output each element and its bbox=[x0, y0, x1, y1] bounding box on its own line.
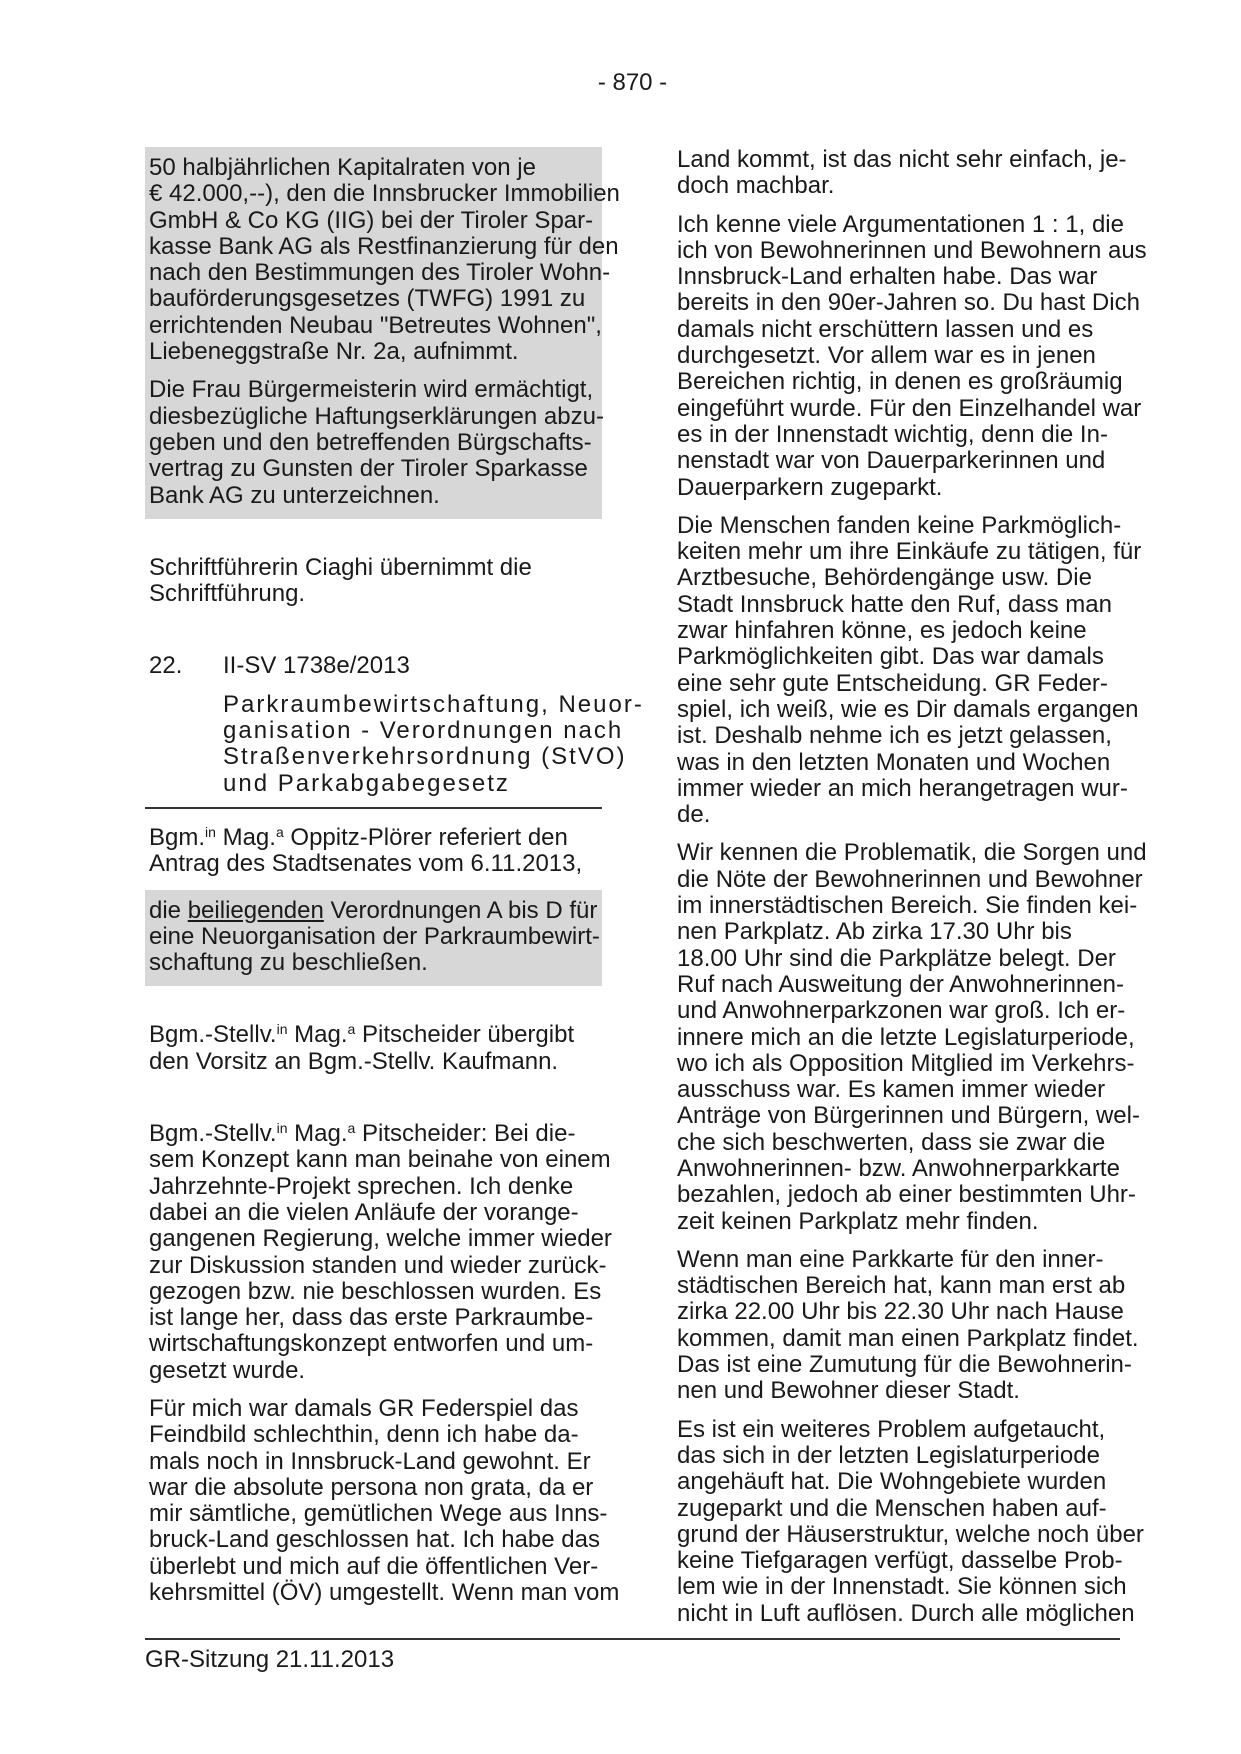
text-line bbox=[149, 898, 598, 924]
text-line: zugeparkt und die Menschen haben auf- bbox=[677, 1494, 1107, 1522]
text-line bbox=[149, 825, 602, 851]
text-line: damals nicht erschüttern lassen und es bbox=[677, 315, 1094, 343]
text-line: bereits in den 90er-Jahren so. Du hast Dich bbox=[677, 289, 1140, 317]
text-line: nen Parkplatz. Ab zirka 17.30 Uhr bis bbox=[677, 918, 1072, 946]
text-line: Anträge von Bürgerinnen und Bürgern, wel- bbox=[677, 1102, 1140, 1130]
text-line: immer wieder an mich herangetragen wur- bbox=[677, 774, 1128, 802]
text-line: eingeführt wurde. Für den Einzelhandel war bbox=[677, 394, 1142, 422]
text-line: war die absolute persona non grata, da er bbox=[149, 1473, 594, 1501]
paragraph bbox=[673, 1415, 1144, 1627]
agenda-item-reference: II-SV 1738e/2013 bbox=[223, 652, 410, 680]
text-line: innere mich an die letzte Legislaturperiode, bbox=[677, 1023, 1135, 1051]
text-line bbox=[149, 1121, 602, 1147]
text-line: geben und den betreffenden Bürgschafts- bbox=[149, 428, 592, 456]
text-line: zirka 22.00 Uhr bis 22.30 Uhr nach Hause bbox=[677, 1298, 1124, 1326]
agenda-item bbox=[145, 652, 644, 808]
text-line: das sich in der letzten Legislaturperiode bbox=[677, 1441, 1100, 1469]
paragraph bbox=[673, 839, 1147, 1235]
paragraph bbox=[145, 825, 602, 878]
text-line: sem Konzept kann man beinahe von einem bbox=[149, 1146, 611, 1174]
text-segment: Bgm.-Stellv. bbox=[149, 1120, 277, 1148]
text-segment: die bbox=[149, 896, 188, 924]
text-line: eine Neuorganisation der Parkraumbewirt- bbox=[149, 922, 600, 950]
text-line: bauförderungsgesetzes (TWFG) 1991 zu bbox=[149, 285, 586, 313]
text-line: Parkmöglichkeiten gibt. Das war damals bbox=[677, 643, 1104, 671]
superscript: a bbox=[275, 823, 284, 840]
text-line: Bereichen richtig, in denen es großräumig bbox=[677, 368, 1123, 396]
text-line: Anwohnerinnen- bzw. Anwohnerparkkarte bbox=[677, 1154, 1120, 1182]
text-line: und Anwohnerparkzonen war groß. Ich er- bbox=[677, 997, 1126, 1025]
text-line: eine sehr gute Entscheidung. GR Feder- bbox=[677, 669, 1108, 697]
text-line: lem wie in der Innenstadt. Sie können sich bbox=[677, 1573, 1127, 1601]
text-segment: Bgm.-Stellv. bbox=[149, 1021, 277, 1049]
text-line: und Parkabgabegesetz bbox=[223, 769, 510, 797]
text-segment: Verordnungen A bis D für bbox=[323, 896, 598, 924]
text-line: zeit keinen Parkplatz mehr finden. bbox=[677, 1207, 1039, 1235]
text-line: Straßenverkehrsordnung (StVO) bbox=[223, 743, 627, 771]
text-line: gangenen Regierung, welche immer wieder bbox=[149, 1225, 612, 1253]
text-segment: Mag. bbox=[287, 1120, 348, 1148]
text-line: Die Frau Bürgermeisterin wird ermächtigt, bbox=[149, 376, 594, 404]
text-line: bezahlen, jedoch ab einer bestimmten Uhr- bbox=[677, 1181, 1136, 1209]
text-line: Land kommt, ist das nicht sehr einfach, je- bbox=[677, 146, 1127, 173]
paragraph bbox=[145, 1394, 620, 1607]
text-line: Stadt Innsbruck hatte den Ruf, dass man bbox=[677, 590, 1112, 618]
text-line: mir sämtliche, gemütlichen Wege aus Inns- bbox=[149, 1500, 608, 1528]
text-line: Für mich war damals GR Federspiel das bbox=[149, 1394, 579, 1422]
paragraph bbox=[145, 1022, 602, 1075]
text-line: im innerstädtischen Bereich. Sie finden kei- bbox=[677, 892, 1138, 920]
right-column bbox=[673, 146, 1147, 1639]
footer-session-label: GR-Sitzung 21.11.2013 bbox=[145, 1646, 395, 1673]
text-line: keiten mehr um ihre Einkäufe zu tätigen, für bbox=[677, 538, 1142, 566]
superscript: in bbox=[205, 823, 216, 840]
paragraph bbox=[673, 511, 1142, 829]
text-line: € 42.000,--), den die Innsbrucker Immobilien bbox=[149, 180, 620, 208]
text-segment: Oppitz-Plörer referiert den bbox=[283, 823, 568, 851]
text-segment: Mag. bbox=[215, 823, 276, 851]
text-line: zur Diskussion standen und wieder zurück- bbox=[149, 1251, 607, 1279]
text-line: angehäuft hat. Die Wohngebiete wurden bbox=[677, 1468, 1107, 1496]
paragraph bbox=[145, 555, 602, 608]
text-line: errichtenden Neubau "Betreutes Wohnen", bbox=[149, 311, 602, 339]
text-line: Das ist eine Zumutung für die Bewohnerin- bbox=[677, 1351, 1132, 1379]
text-line: Feindbild schlechthin, denn ich habe da- bbox=[149, 1421, 579, 1449]
text-line: zwar hinfahren könne, es jedoch keine bbox=[677, 617, 1087, 645]
text-line: kehrsmittel (ÖV) umgestellt. Wenn man vom bbox=[149, 1579, 620, 1607]
text-line: nenstadt war von Dauerparkerinnen und bbox=[677, 447, 1106, 475]
text-line: che sich beschwerten, dass sie zwar die bbox=[677, 1128, 1106, 1156]
paragraph bbox=[149, 154, 620, 366]
text-line: keine Tiefgaragen verfügt, dasselbe Prob- bbox=[677, 1547, 1123, 1575]
text-line: Innsbruck-Land erhalten habe. Das war bbox=[677, 263, 1098, 291]
text-line: diesbezügliche Haftungserklärungen abzu- bbox=[149, 402, 604, 430]
text-line: wo ich als Opposition Mitglied im Verkehrs- bbox=[677, 1049, 1135, 1077]
paragraph bbox=[673, 146, 1127, 200]
text-line: ist lange her, dass das erste Parkraumbe- bbox=[149, 1304, 594, 1332]
text-line: Ich kenne viele Argumentationen 1 : 1, die bbox=[677, 210, 1124, 238]
text-line: Es ist ein weiteres Problem aufgetaucht, bbox=[677, 1415, 1106, 1443]
highlighted-passage bbox=[145, 890, 602, 987]
text-line: doch machbar. bbox=[677, 172, 835, 200]
text-line: mals noch in Innsbruck-Land gewohnt. Er bbox=[149, 1447, 591, 1475]
text-line bbox=[149, 1022, 602, 1048]
text-line: 50 halbjährlichen Kapitalraten von je bbox=[149, 154, 536, 181]
text-line: Wir kennen die Problematik, die Sorgen und bbox=[677, 839, 1147, 867]
page-footer bbox=[145, 1638, 1120, 1673]
superscript: a bbox=[347, 1021, 356, 1038]
text-line: bruck-Land geschlossen hat. Ich habe das bbox=[149, 1526, 600, 1554]
text-line: städtischen Bereich hat, kann man erst ab bbox=[677, 1272, 1126, 1300]
paragraph bbox=[673, 1245, 1139, 1405]
text-line: kommen, damit man einen Parkplatz findet. bbox=[677, 1324, 1139, 1352]
page-number: - 870 - bbox=[597, 69, 668, 96]
text-segment: Pitscheider: Bei die- bbox=[355, 1120, 576, 1148]
text-line: Jahrzehnte-Projekt sprechen. Ich denke bbox=[149, 1172, 574, 1200]
text-segment: Mag. bbox=[287, 1021, 348, 1049]
text-line: Arztbesuche, Behördengänge usw. Die bbox=[677, 564, 1092, 592]
text-line: Schriftführerin Ciaghi übernimmt die bbox=[149, 553, 532, 581]
highlighted-passage bbox=[145, 147, 620, 519]
paragraph bbox=[149, 898, 598, 977]
superscript: in bbox=[276, 1120, 288, 1137]
text-line: nicht in Luft auflösen. Durch alle möglichen bbox=[677, 1599, 1135, 1627]
superscript: in bbox=[276, 1021, 288, 1038]
text-segment: Bgm. bbox=[149, 823, 206, 851]
text-line: ich von Bewohnerinnen und Bewohnern aus bbox=[677, 236, 1147, 264]
text-line: was in den letzten Monaten und Wochen bbox=[677, 748, 1111, 776]
text-line: den Vorsitz an Bgm.-Stellv. Kaufmann. bbox=[149, 1047, 559, 1075]
text-line: GmbH & Co KG (IIG) bei der Tiroler Spar- bbox=[149, 206, 594, 234]
text-columns bbox=[145, 146, 1147, 1639]
text-line: gesetzt wurde. bbox=[149, 1356, 306, 1384]
text-line: Liebeneggstraße Nr. 2a, aufnimmt. bbox=[149, 338, 519, 366]
text-line: wirtschaftungskonzept entworfen und um- bbox=[149, 1330, 594, 1358]
text-line: Antrag des Stadtsenates vom 6.11.2013, bbox=[149, 850, 583, 878]
text-line: Wenn man eine Parkkarte für den inner- bbox=[677, 1245, 1104, 1273]
text-line: die Nöte der Bewohnerinnen und Bewohner bbox=[677, 865, 1143, 893]
text-line: de. bbox=[677, 801, 711, 829]
text-line: grund der Häuserstruktur, welche noch über bbox=[677, 1520, 1144, 1548]
underlined-word: beiliegenden bbox=[187, 896, 324, 924]
text-line: gezogen bzw. nie beschlossen wurden. Es bbox=[149, 1277, 602, 1305]
superscript: a bbox=[347, 1120, 356, 1137]
text-line: Dauerparkern zugeparkt. bbox=[677, 473, 943, 501]
text-segment: Pitscheider übergibt bbox=[355, 1021, 575, 1049]
text-line: nen und Bewohner dieser Stadt. bbox=[677, 1377, 1020, 1405]
paragraph bbox=[149, 376, 604, 509]
agenda-item-subject bbox=[223, 690, 644, 797]
left-column bbox=[145, 147, 644, 1639]
text-line: spiel, ich weiß, wie es Dir damals ergangen bbox=[677, 695, 1139, 723]
text-line: Ruf nach Ausweitung der Anwohnerinnen- bbox=[677, 970, 1124, 998]
text-line: ist. Deshalb nehme ich es jetzt gelassen, bbox=[677, 722, 1112, 750]
agenda-item-number: 22. bbox=[149, 652, 183, 680]
text-line: kasse Bank AG als Restfinanzierung für den bbox=[149, 232, 619, 260]
text-line: Parkraumbewirtschaftung, Neuor- bbox=[223, 690, 644, 718]
text-line: nach den Bestimmungen des Tiroler Wohn- bbox=[149, 259, 611, 287]
text-line: ganisation - Verordnungen nach bbox=[223, 717, 624, 745]
text-line: Die Menschen fanden keine Parkmöglich- bbox=[677, 511, 1122, 539]
text-line: durchgesetzt. Vor allem war es in jenen bbox=[677, 342, 1096, 370]
text-line: überlebt und mich auf die öffentlichen Ver- bbox=[149, 1552, 599, 1580]
paragraph bbox=[673, 210, 1147, 501]
text-line: Bank AG zu unterzeichnen. bbox=[149, 481, 440, 509]
text-line: es in der Innenstadt wichtig, denn die In- bbox=[677, 420, 1108, 448]
text-line: ausschuss war. Es kamen immer wieder bbox=[677, 1076, 1106, 1104]
paragraph bbox=[145, 1120, 612, 1384]
text-line: schaftung zu beschließen. bbox=[149, 949, 428, 977]
text-line: Schriftführung. bbox=[149, 580, 306, 608]
text-line: dabei an die vielen Anläufe der vorange- bbox=[149, 1198, 579, 1226]
text-line: 18.00 Uhr sind die Parkplätze belegt. Der bbox=[677, 944, 1116, 972]
text-line: vertrag zu Gunsten der Tiroler Sparkasse bbox=[149, 455, 588, 483]
